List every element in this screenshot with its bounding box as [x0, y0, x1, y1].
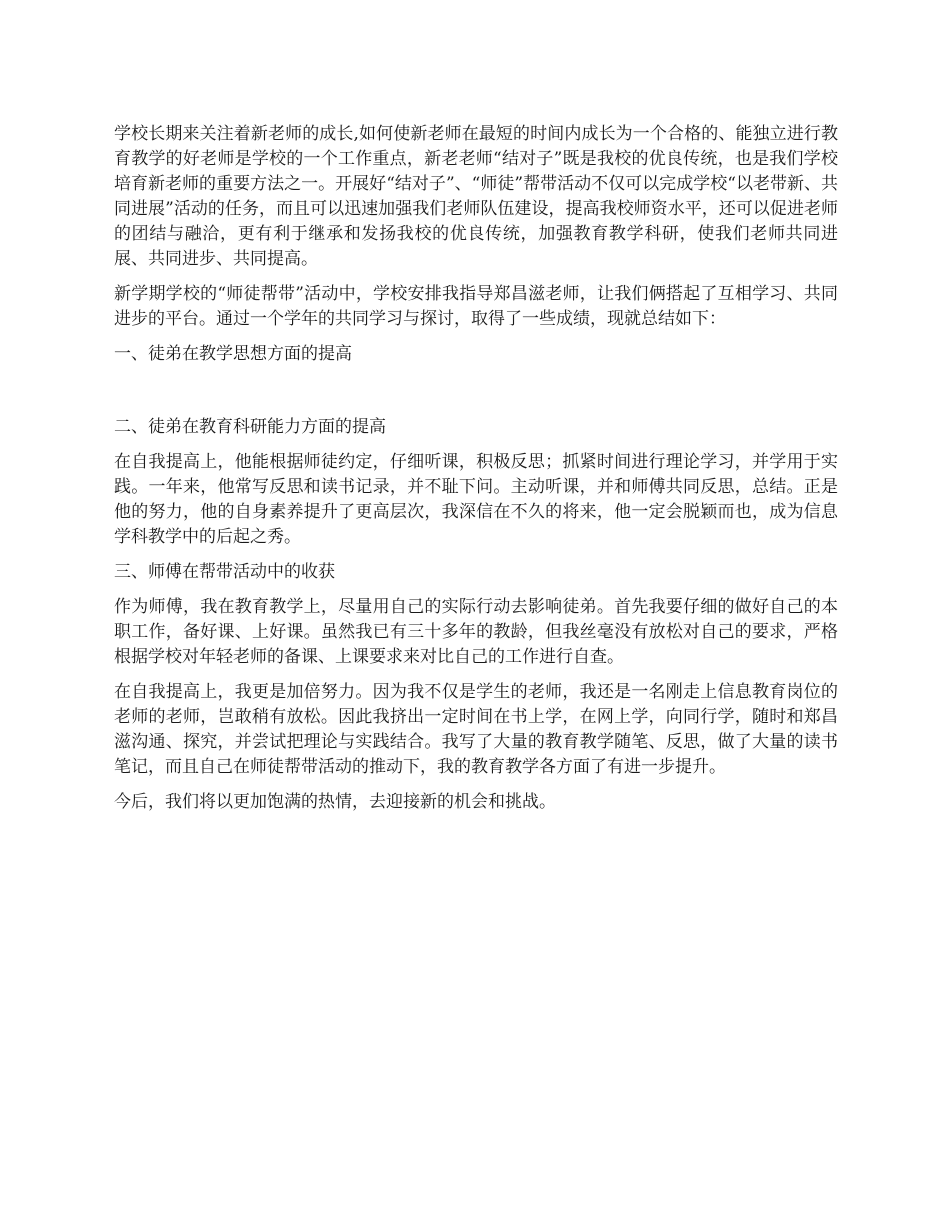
arrangement-paragraph: 新学期学校的“师徒帮带”活动中，学校安排我指导郑昌滋老师，让我们俩搭起了互相学习、共同进步的平台。通过一个学年的共同学习与探讨，取得了一些成绩，现就总结如下：: [114, 284, 838, 329]
intro-paragraph: 学校长期来关注着新老师的成长,如何使新老师在最短的时间内成长为一个合格的、能独立进行教育教学的好老师是学校的一个工作重点，新老老师“结对子”既是我校的优良传统，也是我们学校培育新老师的重要方法之一。开展好“结对子”、“师徒”帮带活动不仅可以完成学校“以老带新、共同进展”活动的任务，而且可以迅速加强我们老师队伍建设，提高我校师资水平，还可以促进老师的团结与融洽，更有利于继承和发扬我校的优良传统，加强教育教学科研，使我们老师共同进展、共同进步、共同提高。: [114, 124, 838, 269]
mentor-practice-paragraph: 作为师傅，我在教育教学上，尽量用自己的实际行动去影响徒弟。首先我要仔细的做好自己的本职工作，备好课、上好课。虽然我已有三十多年的教龄，但我丝毫没有放松对自己的要求，严格根据学校对年轻老师的备课、上课要求来对比自己的工作进行自查。: [114, 597, 838, 667]
mentor-self-improvement-paragraph: 在自我提高上，我更是加倍努力。因为我不仅是学生的老师，我还是一名刚走上信息教育岗位的老师的老师，岂敢稍有放松。因此我挤出一定时间在书上学，在网上学，向同行学，随时和郑昌滋沟通、探究，并尝试把理论与实践结合。我写了大量的教育教学随笔、反思，做了大量的读书笔记，而且自己在师徒帮带活动的推动下，我的教育教学各方面了有进一步提升。: [114, 682, 838, 777]
research-ability-paragraph: 在自我提高上，他能根据师徒约定，仔细听课，积极反思；抓紧时间进行理论学习，并学用于实践。一年来，他常写反思和读书记录，并不耻下问。主动听课，并和师傅共同反思，总结。正是他的努力，他的自身素养提升了更高层次，我深信在不久的将来，他一定会脱颖而也，成为信息学科教学中的后起之秀。: [114, 452, 838, 547]
closing-paragraph: 今后，我们将以更加饱满的热情，去迎接新的机会和挑战。: [114, 792, 556, 812]
section-heading-teaching-thought: 一、徒弟在教学思想方面的提高: [114, 344, 352, 364]
section-heading-research-ability: 二、徒弟在教育科研能力方面的提高: [114, 417, 386, 437]
section-heading-mentor-gains: 三、师傅在帮带活动中的收获: [114, 562, 335, 582]
section-spacer: [114, 377, 838, 415]
document-body: [114, 122, 838, 825]
